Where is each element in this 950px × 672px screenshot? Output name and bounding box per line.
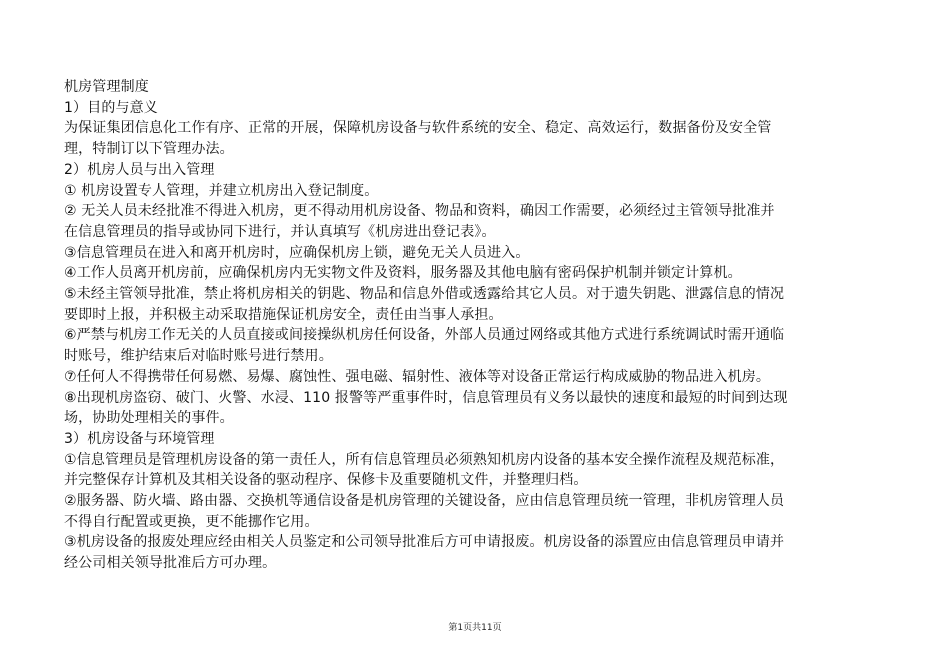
paragraph-line: 经公司相关领导批准后方可办理。	[64, 555, 277, 572]
paragraph-line: ③机房设备的报废处理应经由相关人员鉴定和公司领导批准后方可申请报废。机房设备的添置应由信息管理员申请并	[64, 534, 785, 551]
paragraph-line: 不得自行配置或更换，更不能挪作它用。	[64, 513, 319, 530]
paragraph-line: 要即时上报，并积极主动采取措施保证机房安全，责任由当事人承担。	[64, 306, 503, 323]
paragraph-line: ⑥严禁与机房工作无关的人员直接或间接操纵机房任何设备，外部人员通过网络或其他方式进行系统调试时需开通临	[64, 327, 785, 344]
paragraph-line: 并完整保存计算机及其相关设备的驱动程序、保修卡及重要随机文件，并整理归档。	[64, 472, 588, 489]
paragraph-line: 理，特制订以下管理办法。	[64, 141, 234, 158]
paragraph-line: ② 无关人员未经批准不得进入机房，更不得动用机房设备、物品和资料，确因工作需要，必须经过主管领导批准并	[64, 203, 775, 220]
paragraph-line: 时账号，维护结束后对临时账号进行禁用。	[64, 348, 333, 365]
paragraph-line: ⑤未经主管领导批准，禁止将机房相关的钥匙、物品和信息外借或透露给其它人员。对于遗失钥匙、泄露信息的情况	[64, 286, 785, 303]
page-number: 第1页共11页	[448, 623, 502, 633]
paragraph-line: ① 机房设置专人管理，并建立机房出入登记制度。	[64, 182, 379, 199]
document-body	[64, 77, 884, 574]
paragraph-line: ②服务器、防火墙、路由器、交换机等通信设备是机房管理的关键设备，应由信息管理员统一管理，非机房管理人员	[64, 493, 785, 510]
paragraph-line: ①信息管理员是管理机房设备的第一责任人，所有信息管理员必须熟知机房内设备的基本安全操作流程及规范标准，	[64, 451, 785, 468]
document-title: 机房管理制度	[64, 79, 149, 95]
section-heading: 1）目的与意义	[64, 99, 158, 116]
paragraph-line: 场，协助处理相关的事件。	[64, 410, 234, 427]
paragraph-line: 为保证集团信息化工作有序、正常的开展，保障机房设备与软件系统的安全、稳定、高效运行，数据备份及安全管	[64, 120, 772, 137]
section-heading: 2）机房人员与出入管理	[64, 161, 215, 178]
paragraph-line: ③信息管理员在进入和离开机房时，应确保机房上锁，避免无关人员进入。	[64, 244, 530, 261]
paragraph-line: ④工作人员离开机房前，应确保机房内无实物文件及资料，服务器及其他电脑有密码保护机制并锁定计算机。	[64, 265, 742, 282]
paragraph-line: 在信息管理员的指导或协同下进行，并认真填写《机房进出登记表》。	[64, 223, 496, 240]
paragraph-line: ⑧出现机房盗窃、破门、火警、水浸、110 报警等严重事件时，信息管理员有义务以最快的速度和最短的时间到达现	[64, 389, 788, 406]
section-heading: 3）机房设备与环境管理	[64, 430, 215, 447]
paragraph-line: ⑦任何人不得携带任何易燃、易爆、腐蚀性、强电磁、辐射性、液体等对设备正常运行构成威胁的物品进入机房。	[64, 368, 771, 385]
